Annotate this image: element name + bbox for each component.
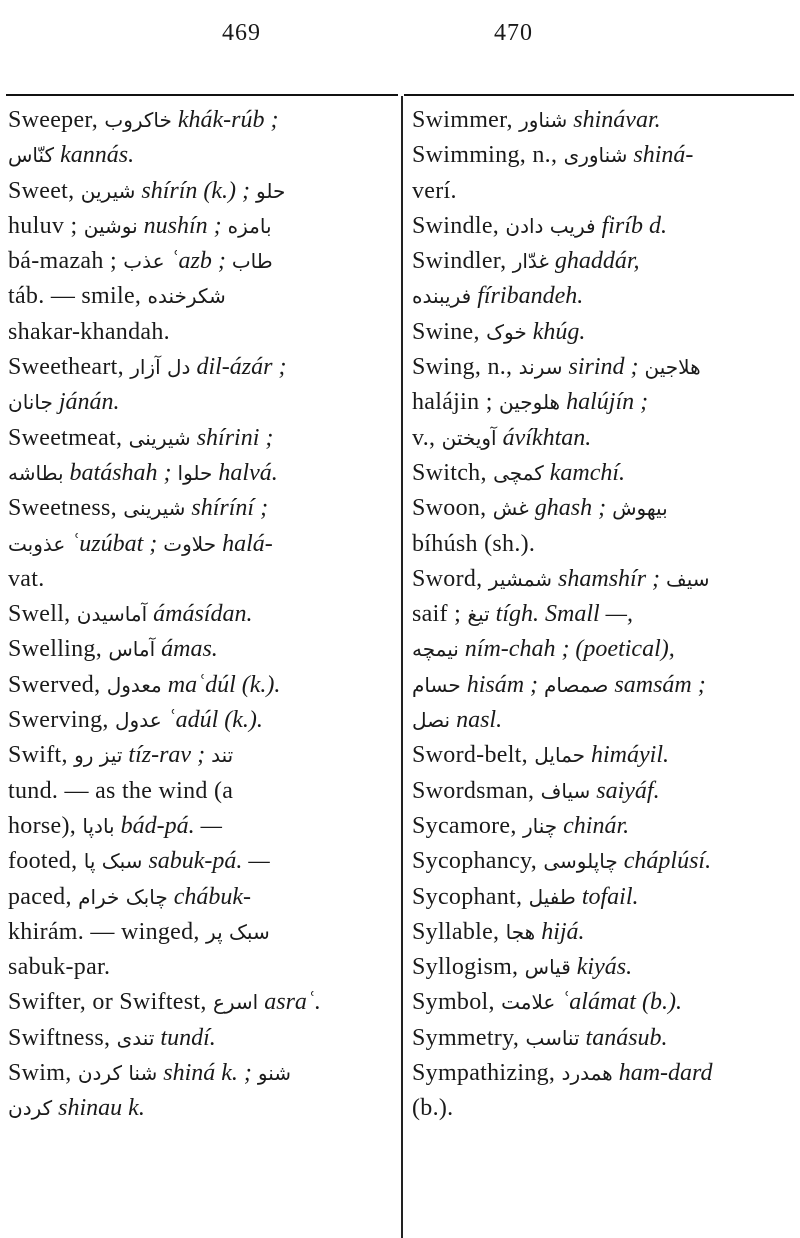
dictionary-line xyxy=(412,351,792,384)
dictionary-line xyxy=(412,563,792,596)
persian-term: شناور xyxy=(519,108,568,132)
headword-text: Swoon, xyxy=(412,495,493,522)
dictionary-line xyxy=(412,104,792,137)
transliteration-text: sabuk-pá. — xyxy=(142,848,270,875)
headword-text: Sweetmeat, xyxy=(8,424,129,451)
persian-term: تندی xyxy=(116,1025,155,1050)
headword-text: Swindle, xyxy=(412,212,506,239)
headword-text: Syllogism, xyxy=(412,954,525,981)
persian-term: بطاشه xyxy=(8,460,64,485)
transliteration-text: shíríní ; xyxy=(185,495,269,522)
persian-term: طفیل xyxy=(528,884,576,909)
persian-term: غدّار xyxy=(512,249,549,274)
headword-text: v., xyxy=(412,424,442,451)
dictionary-line xyxy=(8,280,394,313)
transliteration-text: tundí. xyxy=(154,1024,216,1051)
dictionary-line xyxy=(8,739,394,772)
transliteration-text: shinávar. xyxy=(567,107,661,133)
right-column xyxy=(412,104,792,1128)
persian-term: عدول xyxy=(115,708,162,733)
headword-text: Swell, xyxy=(8,601,77,628)
left-column xyxy=(8,104,394,1128)
transliteration-text: nushín ; xyxy=(137,212,228,239)
headword-text: Sweeper, xyxy=(8,107,105,133)
transliteration-text: saiyáf. xyxy=(590,777,660,804)
header-rule-right xyxy=(404,94,794,96)
dictionary-line xyxy=(8,845,394,878)
persian-term: تند xyxy=(211,743,234,768)
persian-term: سیف xyxy=(666,566,710,591)
headword-text: Sycophant, xyxy=(412,883,529,910)
dictionary-line xyxy=(412,457,792,490)
persian-term: سیاف xyxy=(540,778,591,803)
headword-text: horse), xyxy=(8,812,83,839)
headword-text: saif ; xyxy=(412,601,468,628)
persian-term: اسرع xyxy=(212,990,259,1015)
headword-text: halájin ; xyxy=(412,389,499,416)
persian-term: تیز رو xyxy=(74,743,123,768)
transliteration-text: ʿalámat (b.). xyxy=(555,989,682,1016)
persian-term: شمشیر xyxy=(488,566,553,591)
transliteration-text: shírini ; xyxy=(190,424,274,451)
dictionary-line xyxy=(8,1022,394,1055)
dictionary-line xyxy=(8,528,394,561)
headword-text: Symmetry, xyxy=(412,1024,526,1051)
headword-text: Switch, xyxy=(412,459,494,486)
persian-term: کنّاس xyxy=(8,143,55,168)
persian-term: فریبنده xyxy=(412,284,472,309)
headword-text: verí. xyxy=(412,177,457,204)
transliteration-text: himáyil. xyxy=(585,742,669,769)
persian-term: شکرخنده xyxy=(147,284,226,309)
persian-term: شنا کردن xyxy=(77,1061,158,1086)
dictionary-line xyxy=(412,775,792,808)
dictionary-line xyxy=(412,598,792,631)
headword-text: Sweetheart, xyxy=(8,354,131,381)
persian-term: هلاجین xyxy=(644,355,701,380)
persian-term: آماس xyxy=(108,637,156,662)
headword-text: Swerving, xyxy=(8,707,115,734)
headword-text: Sycophancy, xyxy=(412,848,544,875)
transliteration-text: halújín ; xyxy=(560,389,649,416)
headword-text: Sword-belt, xyxy=(412,742,535,769)
persian-term: فریب دادن xyxy=(505,213,596,238)
transliteration-text: kiyás. xyxy=(570,954,633,981)
transliteration-text: ʿuzúbat ; xyxy=(65,530,164,557)
dictionary-line xyxy=(8,704,394,737)
persian-term: آویختن xyxy=(441,425,497,450)
headword-text: footed, xyxy=(8,848,84,875)
persian-term: شیرین xyxy=(80,178,136,203)
headword-text: Sword, xyxy=(412,565,489,592)
dictionary-line xyxy=(412,386,792,419)
dictionary-line xyxy=(412,669,792,702)
dictionary-line xyxy=(8,669,394,702)
persian-term: طاب xyxy=(231,249,273,274)
transliteration-text: jánán. xyxy=(52,389,120,416)
persian-term: چنار xyxy=(522,813,558,838)
dictionary-line xyxy=(8,422,394,455)
transliteration-text: tíz-rav ; xyxy=(122,742,212,769)
persian-term: جانان xyxy=(8,390,53,415)
dictionary-line xyxy=(412,245,792,278)
transliteration-text: tígh. Small —, xyxy=(489,601,634,628)
page-number-left: 469 xyxy=(222,20,261,46)
dictionary-line xyxy=(412,316,792,349)
persian-term: معدول xyxy=(106,672,162,697)
transliteration-text: shírín (k.) ; xyxy=(135,177,257,204)
headword-text: Swelling, xyxy=(8,636,109,663)
dictionary-line xyxy=(412,1022,792,1055)
transliteration-text: halá- xyxy=(216,530,273,557)
dictionary-line xyxy=(8,210,394,243)
persian-term: حلوا xyxy=(177,460,213,485)
transliteration-text: kannás. xyxy=(54,142,135,169)
persian-term: چابک خرام xyxy=(78,884,168,909)
persian-term: شناوری xyxy=(563,143,628,168)
transliteration-text: hisám ; xyxy=(460,671,545,698)
persian-term: چاپلوسی xyxy=(543,849,618,874)
transliteration-text: cháplúsí. xyxy=(617,848,712,875)
transliteration-text: tanásub. xyxy=(579,1024,668,1051)
dictionary-line xyxy=(8,492,394,525)
dictionary-line xyxy=(8,351,394,384)
headword-text: (b.). xyxy=(412,1095,454,1122)
dictionary-line xyxy=(412,951,792,984)
dictionary-line xyxy=(412,739,792,772)
dictionary-line xyxy=(412,1057,792,1090)
dictionary-line xyxy=(8,563,394,596)
persian-term: هجا xyxy=(505,919,536,944)
transliteration-text: bád-pá. — xyxy=(114,812,222,839)
headword-text: shakar-khandah. xyxy=(8,318,170,345)
persian-term: نصل xyxy=(412,708,451,733)
dictionary-line xyxy=(412,1092,792,1125)
transliteration-text: chinár. xyxy=(557,812,630,839)
dictionary-line xyxy=(8,775,394,808)
persian-term: هلوجین xyxy=(498,390,561,415)
persian-term: نوشین xyxy=(83,213,138,238)
dictionary-line xyxy=(412,916,792,949)
headword-text: Swiftness, xyxy=(8,1024,117,1051)
transliteration-text: batáshah ; xyxy=(63,459,178,486)
headword-text: bá-mazah ; xyxy=(8,248,124,275)
transliteration-text: firíb d. xyxy=(595,212,667,239)
headword-text: vat. xyxy=(8,565,45,592)
transliteration-text: dil-ázár ; xyxy=(190,354,287,381)
persian-term: عذوبت xyxy=(8,531,66,556)
persian-term: سبک پر xyxy=(206,919,270,944)
persian-term: آماسیدن xyxy=(76,602,148,627)
persian-term: حسام xyxy=(412,672,461,697)
persian-term: علامت xyxy=(501,990,556,1015)
transliteration-text: tofail. xyxy=(575,883,639,910)
headword-text: Swindler, xyxy=(412,248,513,275)
persian-term: بادپا xyxy=(82,813,115,838)
dictionary-line xyxy=(8,386,394,419)
headword-text: Swine, xyxy=(412,318,487,345)
headword-text: Sycamore, xyxy=(412,812,523,839)
headword-text: Swimmer, xyxy=(412,107,520,133)
transliteration-text: ham-dard xyxy=(612,1060,713,1087)
persian-term: بیهوش xyxy=(612,496,668,521)
headword-text: Sweetness, xyxy=(8,495,124,522)
dictionary-line xyxy=(8,1092,394,1125)
transliteration-text: ámas. xyxy=(155,636,218,663)
persian-term: کمچی xyxy=(493,460,544,485)
dictionary-line xyxy=(412,528,792,561)
dictionary-line xyxy=(412,986,792,1019)
transliteration-text: shiná k. ; xyxy=(157,1060,258,1087)
transliteration-text: shamshír ; xyxy=(552,565,667,592)
persian-term: حمایل xyxy=(534,743,585,768)
headword-text: paced, xyxy=(8,883,79,910)
persian-term: غش xyxy=(492,496,529,521)
dictionary-line xyxy=(412,280,792,313)
persian-term: کردن xyxy=(8,1096,53,1121)
headword-text: tund. — as the wind (a xyxy=(8,777,234,804)
headword-text: huluv ; xyxy=(8,212,84,239)
dictionary-line xyxy=(412,210,792,243)
persian-term: دل آزار xyxy=(130,355,191,380)
transliteration-text: hijá. xyxy=(535,918,585,945)
column-divider xyxy=(401,96,403,1238)
dictionary-line xyxy=(8,104,394,137)
headword-text: Symbol, xyxy=(412,989,502,1016)
transliteration-text: khúg. xyxy=(526,318,586,345)
transliteration-text: ghaddár, xyxy=(548,248,640,275)
dictionary-line xyxy=(8,1057,394,1090)
transliteration-text: ávíkhtan. xyxy=(496,424,592,451)
transliteration-text: ámásídan. xyxy=(147,601,253,628)
headword-text: Swerved, xyxy=(8,671,107,698)
dictionary-line xyxy=(412,881,792,914)
dictionary-line xyxy=(412,845,792,878)
dictionary-line xyxy=(8,457,394,490)
transliteration-text: ním-chah ; (poetical), xyxy=(458,636,675,663)
persian-term: نیمچه xyxy=(412,637,459,662)
persian-term: سرند xyxy=(518,355,563,380)
headword-text: Swift, xyxy=(8,742,75,769)
transliteration-text: maʿdúl (k.). xyxy=(161,671,281,698)
headword-text: Swing, n., xyxy=(412,354,519,381)
dictionary-line xyxy=(412,422,792,455)
persian-term: بامزه xyxy=(227,213,272,238)
headword-text: Sweet, xyxy=(8,177,81,204)
dictionary-line xyxy=(8,245,394,278)
persian-term: شیرینی xyxy=(123,496,186,521)
persian-term: تناسب xyxy=(525,1025,580,1050)
headword-text: Syllable, xyxy=(412,918,506,945)
dictionary-line xyxy=(412,633,792,666)
dictionary-line xyxy=(8,881,394,914)
dictionary-line xyxy=(8,316,394,349)
persian-term: خوک xyxy=(486,319,527,344)
dictionary-line xyxy=(8,598,394,631)
persian-term: قیاس xyxy=(524,955,571,980)
dictionary-line xyxy=(412,175,792,208)
page-number-right: 470 xyxy=(494,20,533,46)
persian-term: شنو xyxy=(257,1061,292,1086)
transliteration-text: kamchí. xyxy=(543,459,626,486)
dictionary-line xyxy=(412,139,792,172)
dictionary-line xyxy=(8,916,394,949)
persian-term: عذب xyxy=(123,249,165,274)
dictionary-line xyxy=(412,704,792,737)
headword-text: sabuk-par. xyxy=(8,954,111,981)
dictionary-line xyxy=(8,139,394,172)
dictionary-line xyxy=(412,810,792,843)
transliteration-text: chábuk- xyxy=(167,883,251,910)
transliteration-text: shiná- xyxy=(627,142,694,169)
transliteration-text: khák-rúb ; xyxy=(171,107,279,133)
headword-text: bíhúsh (sh.). xyxy=(412,530,536,557)
headword-text: Swifter, or Swiftest, xyxy=(8,989,213,1016)
transliteration-text: fíribandeh. xyxy=(471,283,584,310)
transliteration-text: samsám ; xyxy=(608,671,706,698)
headword-text: Swordsman, xyxy=(412,777,541,804)
transliteration-text: halvá. xyxy=(212,459,278,486)
headword-text: táb. — smile, xyxy=(8,283,148,310)
persian-term: تیغ xyxy=(467,602,490,627)
dictionary-line xyxy=(8,633,394,666)
headword-text: Swimming, n., xyxy=(412,142,564,169)
header-rule-left xyxy=(6,94,398,96)
dictionary-line xyxy=(8,986,394,1019)
headword-text: khirám. — winged, xyxy=(8,918,207,945)
headword-text: Swim, xyxy=(8,1060,78,1087)
persian-term: حلو xyxy=(256,178,286,203)
persian-term: شیرینی xyxy=(128,425,191,450)
transliteration-text: asraʿ. xyxy=(258,989,321,1016)
transliteration-text: ʿazb ; xyxy=(164,248,232,275)
dictionary-line xyxy=(412,492,792,525)
persian-term: صمصام xyxy=(544,672,609,697)
transliteration-text: shinau k. xyxy=(52,1095,145,1122)
dictionary-line xyxy=(8,951,394,984)
dictionary-line xyxy=(8,810,394,843)
persian-term: سبک پا xyxy=(83,849,143,874)
headword-text: Sympathizing, xyxy=(412,1060,562,1087)
transliteration-text: ʿadúl (k.). xyxy=(161,707,263,734)
transliteration-text: nasl. xyxy=(450,707,503,734)
persian-term: حلاوت xyxy=(163,531,217,556)
transliteration-text: sirind ; xyxy=(562,354,645,381)
page-header xyxy=(0,0,800,100)
dictionary-line xyxy=(8,175,394,208)
persian-term: خاکروب xyxy=(104,108,172,132)
persian-term: همدرد xyxy=(561,1061,613,1086)
transliteration-text: ghash ; xyxy=(528,495,613,522)
